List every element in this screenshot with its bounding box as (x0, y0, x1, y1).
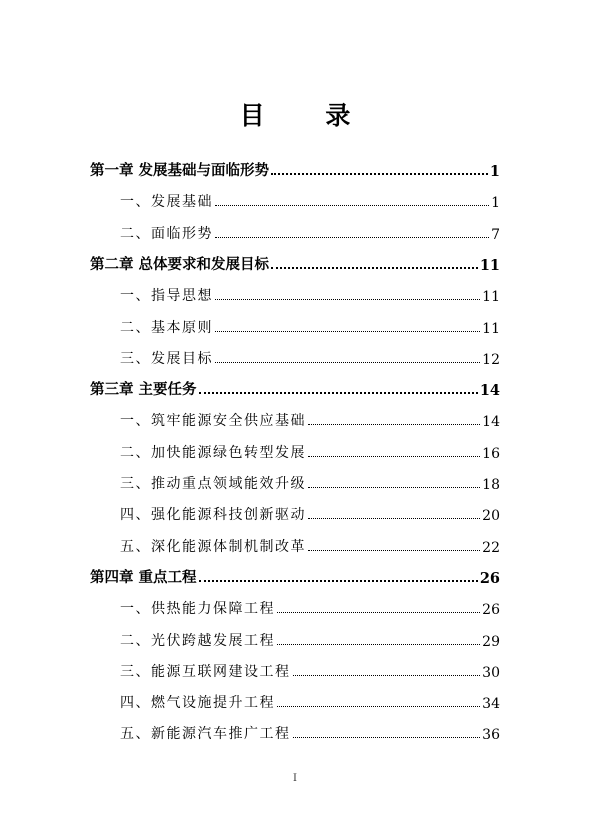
toc-entry-page: 29 (482, 633, 500, 650)
toc-entry-page: 11 (482, 289, 500, 306)
toc-entry-label: 四、强化能源科技创新驱动 (120, 507, 306, 524)
toc-chapter-row[interactable] (90, 563, 500, 587)
toc-entry-label: 一、筑牢能源安全供应基础 (120, 413, 306, 430)
toc-section-row[interactable] (120, 219, 500, 243)
toc-entry-label: 二、光伏跨越发展工程 (120, 632, 275, 649)
toc-dot-leader (199, 392, 478, 394)
toc-entry-page: 34 (482, 696, 500, 713)
toc-entry-label: 五、深化能源体制机制改革 (120, 538, 306, 555)
toc-entry-page: 14 (482, 414, 500, 431)
toc-section-row[interactable] (120, 657, 500, 681)
toc-entry-page: 26 (482, 602, 500, 619)
toc-chapter-row[interactable] (90, 250, 500, 274)
toc-dot-leader (215, 237, 489, 238)
toc-entry-label: 一、指导思想 (120, 288, 213, 305)
toc-dot-leader (215, 299, 480, 300)
toc-section-row[interactable] (120, 406, 500, 430)
toc-dot-leader (308, 550, 480, 551)
toc-section-row[interactable] (120, 469, 500, 493)
toc-entry-page: 20 (482, 508, 500, 525)
toc-entry-page: 11 (479, 256, 500, 274)
toc-entry-label: 四、燃气设施提升工程 (120, 695, 275, 712)
toc-dot-leader (277, 706, 480, 707)
toc-section-row[interactable] (120, 594, 500, 618)
toc-section-row[interactable] (120, 313, 500, 337)
toc-entry-label: 第二章 总体要求和发展目标 (90, 255, 270, 273)
toc-entry-page: 18 (482, 477, 500, 493)
toc-entry-label: 三、推动重点领域能效升级 (120, 476, 306, 492)
toc-entry-label: 第三章 主要任务 (90, 381, 197, 399)
toc-section-row[interactable] (120, 344, 500, 368)
toc-dot-leader (293, 675, 481, 676)
toc-dot-leader (271, 173, 488, 175)
toc-dot-leader (308, 487, 480, 488)
toc-dot-leader (199, 580, 478, 582)
toc-dot-leader (215, 362, 480, 363)
toc-dot-leader (308, 518, 480, 519)
toc-entry-page: 12 (482, 351, 500, 368)
toc-dot-leader (308, 424, 480, 425)
toc-entry-page: 1 (489, 163, 500, 180)
toc-dot-leader (293, 737, 481, 738)
toc-entry-label: 二、面临形势 (120, 225, 213, 242)
toc-entry-page: 36 (482, 727, 500, 744)
toc-dot-leader (215, 331, 480, 332)
toc-entry-page: 11 (482, 320, 500, 337)
toc-section-row[interactable] (120, 281, 500, 305)
toc-entry-label: 五、新能源汽车推广工程 (120, 726, 291, 743)
toc-dot-leader (277, 612, 480, 613)
toc-dot-leader (271, 267, 478, 269)
toc-entry-page: 14 (479, 382, 500, 400)
toc-entry-label: 三、发展目标 (120, 350, 213, 367)
toc-dot-leader (308, 456, 480, 457)
toc-dot-leader (277, 644, 480, 645)
toc-entry-label: 第四章 重点工程 (90, 568, 197, 586)
toc-section-row[interactable] (120, 626, 500, 650)
toc-section-row[interactable] (120, 187, 500, 211)
toc-section-row[interactable] (120, 500, 500, 524)
toc-section-row[interactable] (120, 719, 500, 743)
toc-entry-page: 26 (479, 569, 500, 587)
toc-dot-leader (215, 205, 489, 206)
toc-entry-page: 1 (491, 195, 500, 212)
toc-entry-label: 二、基本原则 (120, 319, 213, 336)
toc-entry-label: 三、能源互联网建设工程 (120, 663, 291, 680)
toc-entry-page: 7 (491, 226, 500, 243)
toc-entry-label: 一、发展基础 (120, 194, 213, 211)
toc-entry-label: 二、加快能源绿色转型发展 (120, 444, 306, 461)
toc-chapter-row[interactable] (90, 375, 500, 399)
toc-entry-page: 22 (482, 539, 500, 556)
toc-chapter-row[interactable] (90, 156, 500, 180)
page-title: 目 录 (239, 101, 377, 130)
toc-entry-label: 一、供热能力保障工程 (120, 601, 275, 618)
toc-section-row[interactable] (120, 688, 500, 712)
toc-entry-page: 30 (482, 664, 500, 681)
toc-section-row[interactable] (120, 532, 500, 556)
toc-entry-label: 第一章 发展基础与面临形势 (90, 162, 270, 179)
page-number-footer: I (293, 773, 297, 784)
toc-entry-page: 16 (482, 445, 500, 462)
toc-section-row[interactable] (120, 438, 500, 462)
